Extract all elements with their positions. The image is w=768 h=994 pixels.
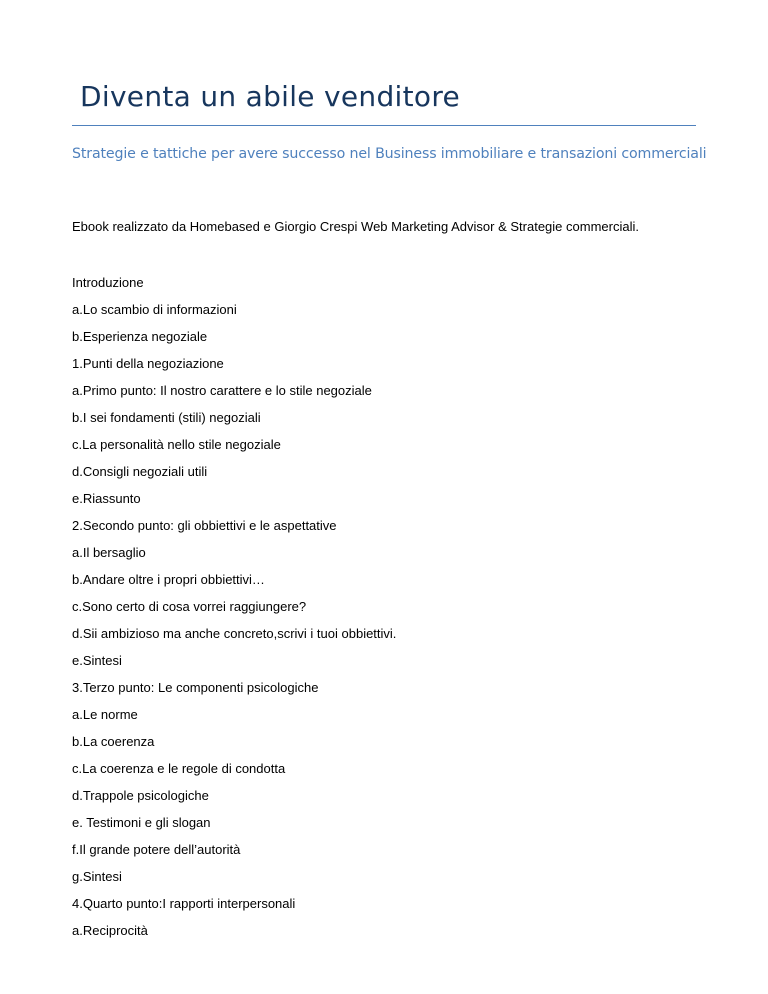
toc-item: c.Sono certo di cosa vorrei raggiungere? [72,599,307,614]
toc-item: e. Testimoni e gli slogan [72,815,211,830]
toc-item: 2.Secondo punto: gli obbiettivi e le aspettative [72,518,337,533]
toc-item: f.Il grande potere dell’autorità [72,842,241,857]
toc-item: d.Consigli negoziali utili [72,464,208,479]
toc-item: a.Il bersaglio [72,545,146,560]
toc-item: a.Lo scambio di informazioni [72,302,237,317]
document-title: Diventa un abile venditore [80,80,461,113]
toc-item: 4.Quarto punto:I rapporti interpersonali [72,896,296,911]
credits-line: Ebook realizzato da Homebased e Giorgio Crespi Web Marketing Advisor & Strategie commerciali. [72,219,639,234]
toc-item: 1.Punti della negoziazione [72,356,224,371]
toc-item: Introduzione [72,275,144,290]
toc-item: c.La coerenza e le regole di condotta [72,761,286,776]
toc-item: 3.Terzo punto: Le componenti psicologiche [72,680,319,695]
toc-item: a.Le norme [72,707,138,722]
toc-item: b.Andare oltre i propri obbiettivi… [72,572,265,587]
toc-item: c.La personalità nello stile negoziale [72,437,281,452]
toc-item: b.Esperienza negoziale [72,329,208,344]
document-subtitle: Strategie e tattiche per avere successo nel Business immobiliare e transazioni commerciali [72,146,707,162]
toc-item: g.Sintesi [72,869,122,884]
toc-item: d.Sii ambizioso ma anche concreto,scrivi i tuoi obbiettivi. [72,626,397,641]
title-underline [72,125,696,126]
toc-item: e.Riassunto [72,491,141,506]
toc-item: d.Trappole psicologiche [72,788,209,803]
table-of-contents [72,275,396,950]
toc-item: b.La coerenza [72,734,155,749]
toc-item: b.I sei fondamenti (stili) negoziali [72,410,261,425]
toc-item: e.Sintesi [72,653,122,668]
toc-item: a.Reciprocità [72,923,148,938]
toc-item: a.Primo punto: Il nostro carattere e lo stile negoziale [72,383,372,398]
